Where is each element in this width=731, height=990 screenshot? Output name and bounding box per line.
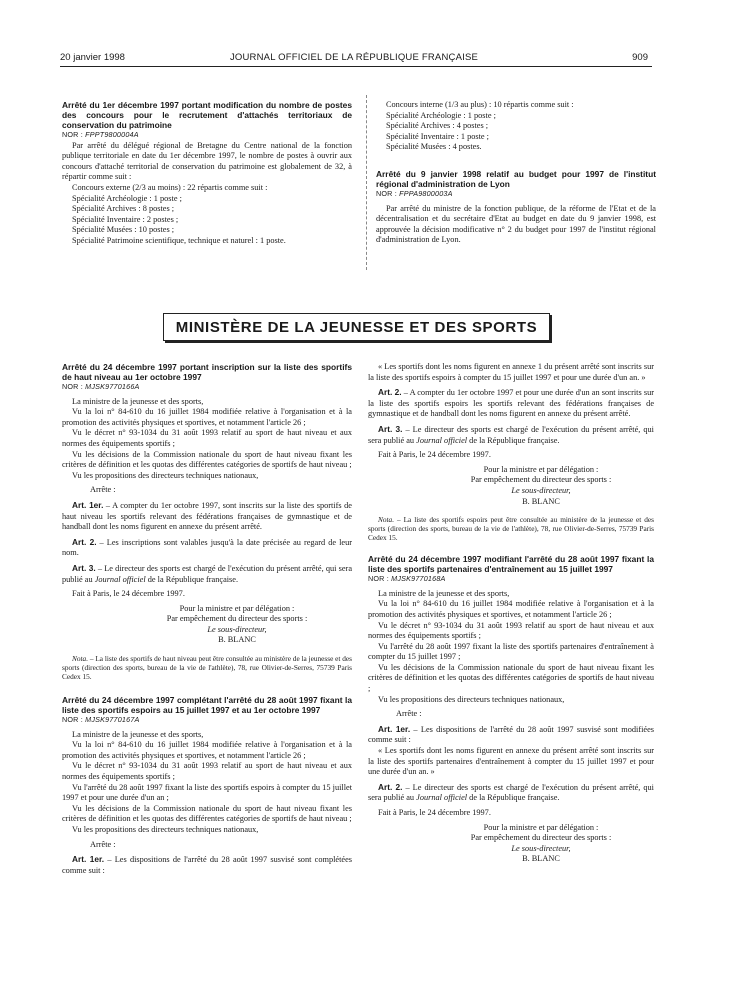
list-item: Spécialité Archives : 4 postes ;: [386, 121, 489, 131]
nota: Nota. – La liste des sportifs de haut niveau peut être consultée au ministère de la jeunesse et des sports (direction des sports, bureau de la vie de l'athlète), 78, rue Olivier-de-Serres, 75739 Paris Cedex 15.: [62, 654, 352, 682]
list-item: Spécialité Archéologie : 1 poste ;: [72, 193, 182, 203]
arrete-label: Arrête :: [90, 839, 116, 849]
article-partenaires: [368, 554, 654, 865]
signature-line: Le sous-directeur,: [511, 485, 571, 495]
signature-line: Pour la ministre et par délégation :: [179, 603, 295, 613]
paragraph: Vu les propositions des directeurs techniques nationaux,: [378, 694, 565, 704]
column-left: [62, 362, 352, 876]
nor-reference: NOR : MJSK9770167A: [62, 715, 140, 725]
signatory-name: B. BLANC: [218, 635, 256, 645]
article-2: Art. 2. – Le directeur des sports est chargé de l'exécution du présent arrêté, qui sera publié au Journal officiel de la République française.: [368, 781, 654, 803]
signature-line: Le sous-directeur,: [511, 843, 571, 853]
signature-line: Par empêchement du directeur des sports :: [470, 475, 612, 485]
nor-reference: NOR : MJSK9770166A: [62, 382, 140, 391]
list-item: Spécialité Inventaire : 2 postes ;: [72, 214, 179, 224]
paragraph: Vu les propositions des directeurs techniques nationaux,: [72, 470, 259, 480]
paragraph: La ministre de la jeunesse et des sports,: [72, 396, 204, 406]
nota: Nota. – La liste des sportifs espoirs peut être consultée au ministère de la jeunesse et des sports (direction des sports, bureau de la vie de l'athlète), 78, rue Olivier-de-Serres, 75739 Paris Cedex 15.: [368, 515, 654, 543]
signature-date: Fait à Paris, le 24 décembre 1997.: [72, 589, 185, 599]
article-title: Arrêté du 24 décembre 1997 portant inscription sur la liste des sportifs de haut niveau au 1er octobre 1997: [62, 362, 352, 382]
signature-line: Pour la ministre et par délégation :: [483, 822, 599, 832]
article-haut-niveau: [62, 362, 352, 681]
signature-line: Par empêchement du directeur des sports :: [470, 833, 612, 843]
nor-reference: NOR : MJSK9770168A: [368, 574, 446, 584]
list-item: Spécialité Archéologie : 1 poste ;: [386, 110, 496, 120]
list-item: Concours externe (2/3 au moins) : 22 répartis comme suit :: [72, 182, 268, 192]
paragraph: Vu les décisions de la Commission nationale du sport de haut niveau fixant les critères de définition et les quotas des différentes catégories de sportifs de haut niveau ;: [62, 803, 352, 824]
nor-reference: NOR : FPPT9800004A: [62, 130, 139, 139]
column-right: [368, 362, 654, 865]
paragraph: Vu le décret n° 93-1034 du 31 août 1993 relatif au sport de haut niveau et aux normes des équipements sportifs ;: [62, 428, 352, 448]
article-3: Art. 3. – Le directeur des sports est chargé de l'exécution du présent arrêté, qui sera publié au Journal officiel de la République française.: [368, 423, 654, 445]
ministry-banner: MINISTÈRE DE LA JEUNESSE ET DES SPORTS: [163, 313, 550, 341]
header-page-number: 909: [632, 52, 648, 63]
article-1: Art. 1er. – Les dispositions de l'arrêté du 28 août 1997 susvisé sont complétées comme suit :: [62, 854, 352, 875]
article-3: Art. 3. – Le directeur des sports est chargé de l'exécution du présent arrêté, qui sera publié au Journal officiel de la République française.: [62, 562, 353, 584]
column-divider: [366, 95, 367, 270]
quoted-provision: « Les sportifs dont les noms figurent en annexe 1 du présent arrêté sont inscrits sur la liste des sportifs espoirs à compter du 15 juillet 1997 et pour une durée d'un an. »: [368, 362, 654, 382]
list-item: Spécialité Musées : 4 postes.: [386, 142, 482, 152]
signature-date: Fait à Paris, le 24 décembre 1997.: [378, 808, 491, 817]
arrete-label: Arrête :: [396, 709, 422, 719]
paragraph: La ministre de la jeunesse et des sports,: [72, 729, 204, 739]
article-intro: Par arrêté du délégué régional de Bretagne du Centre national de la fonction publique territoriale en date du 1er décembre 1997, le nombre de postes à ouvrir aux concours d'attaché territorial de conservation du patrimoine est globalement de 32, à répartir comme suit :: [62, 140, 352, 182]
paragraph: Vu la loi n° 84-610 du 16 juillet 1984 modifiée relative à l'organisation et à la promotion des activités physiques et sportives, et notamment l'article 26 ;: [62, 407, 352, 427]
paragraph: Vu la loi n° 84-610 du 16 juillet 1984 modifiée relative à l'organisation et à la promotion des activités physiques et sportives, et notamment l'article 26 ;: [368, 599, 654, 619]
list-item: Spécialité Patrimoine scientifique, technique et naturel : 1 poste.: [72, 235, 286, 245]
article-budget-ira-lyon: [376, 100, 656, 246]
list-item: Spécialité Inventaire : 1 poste ;: [386, 131, 489, 141]
article-1: Art. 1er. – Les dispositions de l'arrêté du 28 août 1997 susvisé sont modifiées comme suit :: [368, 723, 654, 745]
signature-line: Pour la ministre et par délégation :: [483, 464, 599, 474]
signatory-name: B. BLANC: [522, 496, 560, 506]
paragraph: La ministre de la jeunesse et des sports,: [378, 588, 510, 598]
list-item: Concours interne (1/3 au plus) : 10 répartis comme suit :: [386, 100, 574, 109]
article-title: Arrêté du 24 décembre 1997 modifiant l'arrêté du 28 août 1997 fixant la liste des sportifs partenaires d'entraînement au 15 juillet 1997: [368, 554, 654, 575]
article-1: Art. 1er. – A compter du 1er octobre 1997, sont inscrits sur la liste des sportifs de haut niveau les sportifs relevant des fédérations françaises de gymnastique et de handball dont les noms figurent en annexe du présent arrêté.: [62, 499, 352, 532]
list-item: Spécialité Archives : 8 postes ;: [72, 204, 175, 214]
paragraph: Vu la loi n° 84-610 du 16 juillet 1984 modifiée relative à l'organisation et à la promotion des activités physiques et sportives, et notamment l'article 26 ;: [62, 740, 352, 760]
article-espoirs: [62, 695, 352, 876]
list-item: Spécialité Musées : 10 postes ;: [72, 225, 175, 235]
header-date: 20 janvier 1998: [60, 52, 125, 63]
article-attaches-patrimoine: [62, 100, 352, 247]
paragraph: Vu le décret n° 93-1034 du 31 août 1993 relatif au sport de haut niveau et aux normes des équipements sportifs ;: [62, 761, 352, 782]
article-title: Arrêté du 9 janvier 1998 relatif au budget pour 1997 de l'institut régional d'administration de Lyon: [376, 168, 656, 189]
article-2: Art. 2. – A compter du 1er octobre 1997 et pour une durée d'un an sont inscrits sur la liste des sportifs espoirs les sportifs relevant des fédérations françaises de gymnastique et de handball dont les noms figurent en annexe du présent arrêté.: [368, 387, 654, 419]
arrete-label: Arrête :: [90, 485, 116, 495]
nor-reference: NOR : FPPA9800003A: [376, 188, 453, 198]
signature-date: Fait à Paris, le 24 décembre 1997.: [378, 450, 491, 460]
article-title: Arrêté du 1er décembre 1997 portant modification du nombre de postes des concours pour le recrutement d'attachés territoriaux de conservation du patrimoine: [62, 100, 352, 130]
article-title: Arrêté du 24 décembre 1997 complétant l'arrêté du 28 août 1997 fixant la liste des sportifs espoirs au 15 juillet 1997 et au 1er octobre 1997: [62, 695, 352, 716]
header-journal-title: JOURNAL OFFICIEL DE LA RÉPUBLIQUE FRANÇAISE: [229, 52, 479, 63]
paragraph: Vu les décisions de la Commission nationale du sport de haut niveau fixant les critères de définition et les quotas des différentes catégories de sportifs de haut niveau ;: [368, 662, 654, 694]
paragraph: Vu les décisions de la Commission nationale du sport de haut niveau fixant les critères de définition et les quotas des différentes catégories de sportifs de haut niveau ;: [62, 449, 352, 470]
paragraph: Vu l'arrêté du 28 août 1997 fixant la liste des sportifs partenaires d'entraînement à compter du 15 juillet 1997 ;: [368, 641, 654, 662]
quoted-provision: « Les sportifs dont les noms figurent en annexe du présent arrêté sont inscrits sur la liste des sportifs partenaires d'entraînement à compter du 15 juillet 1997 et pour une durée d'un an. »: [368, 746, 654, 777]
article-body: Par arrêté du ministre de la fonction publique, de la réforme de l'Etat et de la décentralisation et du secrétaire d'Etat au budget en date du 9 janvier 1998, est approuvée la décision modificative n° 2 du budget pour 1997 de l'institut régional d'administration de Lyon.: [376, 203, 656, 245]
paragraph: Vu le décret n° 93-1034 du 31 août 1993 relatif au sport de haut niveau et aux normes des équipements sportifs ;: [368, 620, 654, 641]
article-2: Art. 2. – Les inscriptions sont valables jusqu'à la date précisée au regard de leur nom.: [62, 536, 352, 558]
paragraph: Vu les propositions des directeurs techniques nationaux,: [72, 825, 259, 834]
paragraph: Vu l'arrêté du 28 août 1997 fixant la liste des sportifs espoirs à compter du 15 juillet 1997 et pour une durée d'un an ;: [62, 782, 352, 803]
signature-line: Le sous-directeur,: [207, 624, 267, 634]
signatory-name: B. BLANC: [522, 854, 560, 864]
header-rule: [60, 66, 652, 67]
signature-line: Par empêchement du directeur des sports :: [166, 614, 308, 624]
